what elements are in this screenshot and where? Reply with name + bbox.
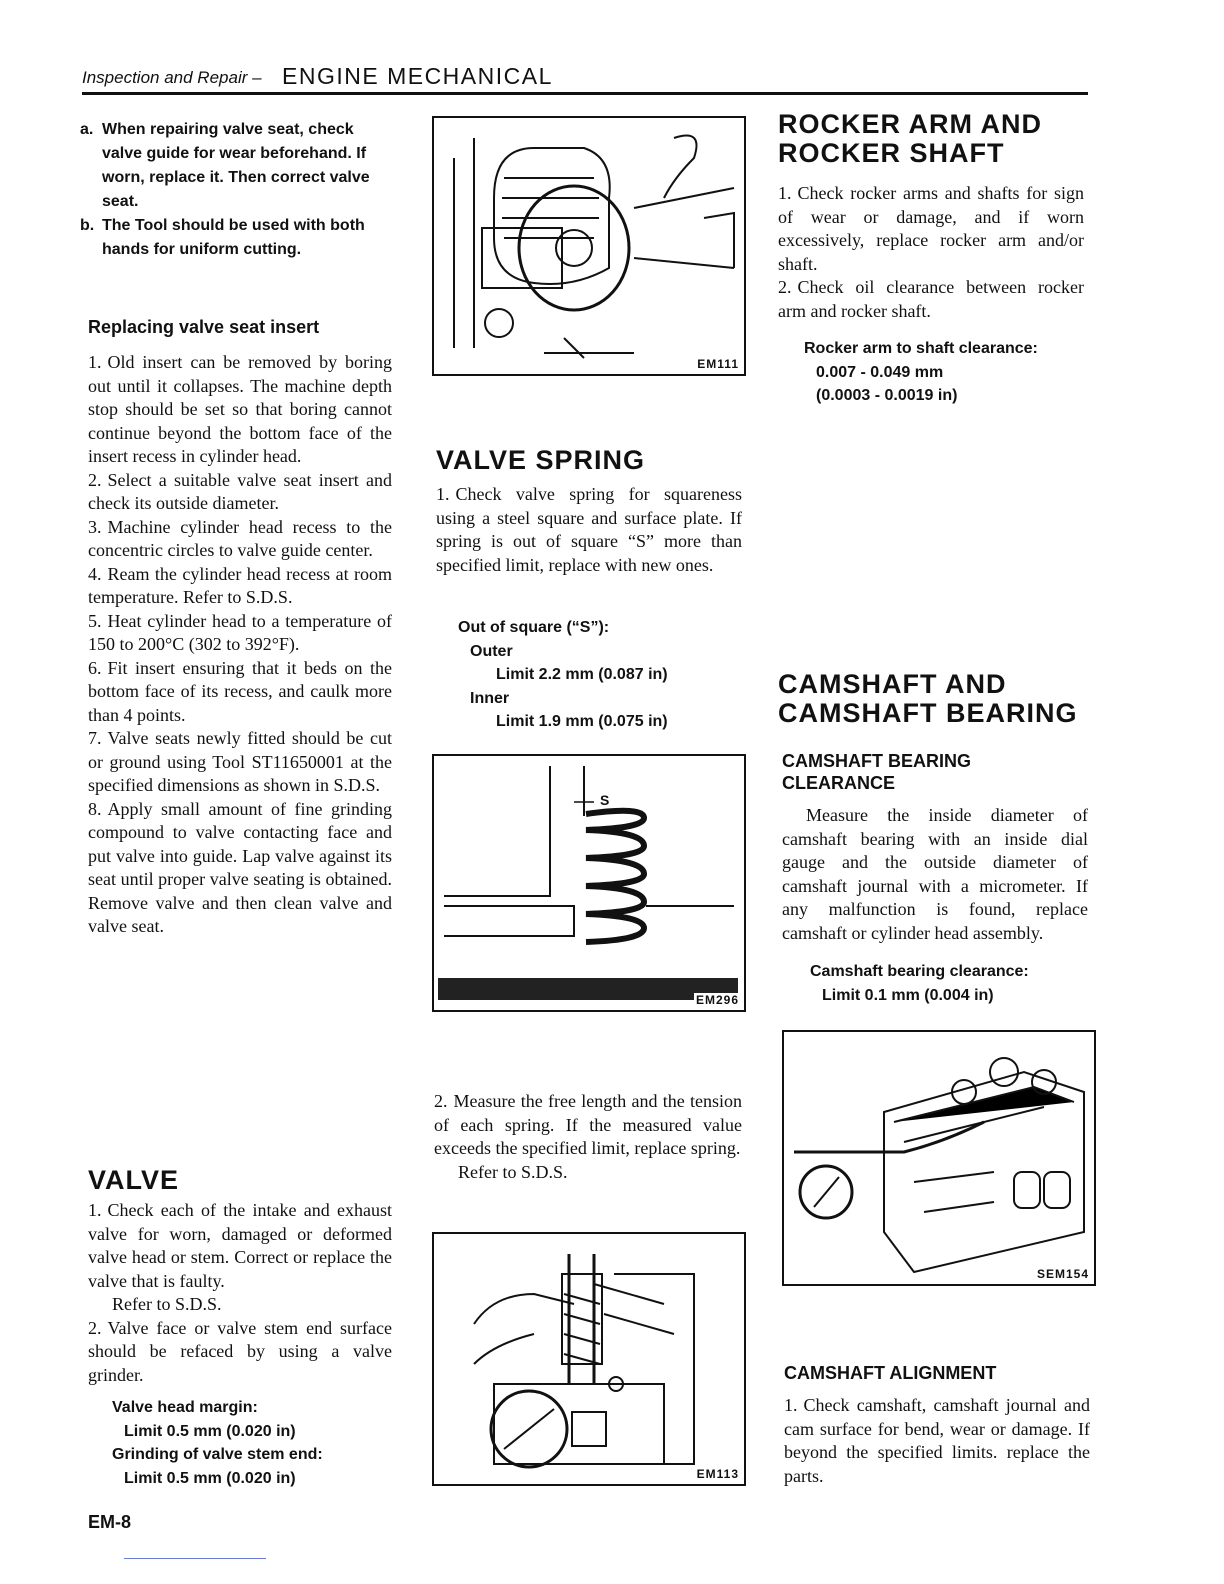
rocker-spec <box>804 337 1088 408</box>
footer-rule <box>124 1558 266 1559</box>
spec-label: Out of square (“S”): <box>458 619 610 636</box>
insert-step: 1. Old insert can be removed by boring out until it collapses. The machine depth stop should be set so that boring cannot continue beyond the bottom face of the insert recess in cylinder head. <box>88 352 392 466</box>
spring-tester-illustration <box>434 1234 744 1484</box>
insert-step: 7. Valve seats newly fitted should be cut or ground using Tool ST11650001 at the specified dimensions as shown in S.D.S. <box>88 728 392 795</box>
figure-code: EM111 <box>697 357 739 371</box>
rocker-step: 2. Check oil clearance between rocker arm and rocker shaft. <box>778 277 1084 321</box>
note-a <box>80 118 392 214</box>
figure-valve-seat-cutter <box>432 116 746 376</box>
figure-code: EM113 <box>696 1467 739 1481</box>
valve-steps <box>88 1199 392 1387</box>
rocker-heading: ROCKER ARM AND ROCKER SHAFT <box>778 109 1042 168</box>
spec-label: Outer <box>470 642 513 660</box>
valve-spring-heading: VALVE SPRING <box>436 445 646 475</box>
insert-step: 4. Ream the cylinder head recess at room temperature. Refer to S.D.S. <box>88 563 392 607</box>
insert-heading: Replacing valve seat insert <box>88 317 320 337</box>
note-text: The Tool should be used with both hands for uniform cutting. <box>102 217 365 258</box>
spec-label: Grinding of valve stem end: <box>112 1446 323 1463</box>
bearing-spec <box>810 960 1088 1007</box>
note-b <box>80 214 392 262</box>
spring-spec <box>458 616 742 734</box>
page-header <box>82 60 1088 95</box>
spring-step-2: 2. Measure the free length and the tension of each spring. If the measured value exceeds the specified limit, replace spring. Refer to S.D.S. <box>434 1090 742 1184</box>
alignment-step-1: 1. Check camshaft, camshaft journal and cam surface for bend, wear or damage. If beyond the specified limits. replace the parts. <box>784 1395 1090 1486</box>
spec-label: Rocker arm to shaft clearance: <box>804 340 1038 357</box>
rocker-step: 1. Check rocker arms and shafts for sign of wear or damage, and if worn excessively, replace rocker arm and/or shaft. <box>778 183 1084 274</box>
header-title: ENGINE MECHANICAL <box>282 63 553 89</box>
header-section: Inspection and Repair – <box>82 68 262 87</box>
bearing-clearance-heading: CAMSHAFT BEARING CLEARANCE <box>782 751 971 793</box>
figure-code: SEM154 <box>1036 1267 1089 1281</box>
rocker-steps <box>778 182 1084 323</box>
spec-value: Limit 0.5 mm (0.020 in) <box>124 1469 296 1487</box>
valve-spec <box>112 1396 392 1490</box>
note-label: a. <box>80 121 94 138</box>
note-text: When repairing valve seat, check valve guide for wear beforehand. If worn, replace it. Then correct valve seat. <box>102 121 370 210</box>
figure-code: EM296 <box>695 993 739 1007</box>
note-label: b. <box>80 217 95 234</box>
bearing-text: Measure the inside diameter of camshaft bearing with an inside dial gauge and the outside diameter of camshaft journal with a micrometer. If any malfunction is found, replace camshaft or cylinder head assembly. <box>782 805 1088 943</box>
spec-label: Camshaft bearing clearance: <box>810 963 1029 980</box>
insert-step: 6. Fit insert ensuring that it beds on the bottom face of its recess, and caulk more than 4 points. <box>88 657 392 725</box>
spec-value: Limit 2.2 mm (0.087 in) <box>496 666 668 683</box>
valve-step: 2. Valve face or valve stem end surface should be refaced by using a valve grinder. <box>88 1317 392 1385</box>
cutting-notes <box>80 118 392 262</box>
camshaft-bearing-illustration <box>784 1032 1094 1284</box>
camshaft-alignment-heading: CAMSHAFT ALIGNMENT <box>784 1363 997 1383</box>
spec-value: 0.007 - 0.049 mm <box>816 363 944 381</box>
insert-step: 2. Select a suitable valve seat insert and check its outside diameter. <box>88 469 392 513</box>
figure-spring-squareness <box>432 754 746 1012</box>
spec-label: Valve head margin: <box>112 1399 258 1416</box>
figure-camshaft-bearing <box>782 1030 1096 1286</box>
spring-squareness-illustration <box>434 756 744 1010</box>
valve-refer: Refer to S.D.S. <box>112 1294 222 1314</box>
spring-refer: Refer to S.D.S. <box>458 1161 568 1182</box>
spec-value: Limit 0.5 mm (0.020 in) <box>124 1422 296 1440</box>
insert-step: 3. Machine cylinder head recess to the concentric circles to valve guide center. <box>88 516 392 560</box>
spring-step-1: 1. Check valve spring for squareness using a steel square and surface plate. If spring is out of square “S” more than specified limit, replace with new ones. <box>436 484 742 575</box>
spec-value: (0.0003 - 0.0019 in) <box>816 387 958 404</box>
camshaft-heading: CAMSHAFT AND CAMSHAFT BEARING <box>778 669 1078 728</box>
valve-heading: VALVE <box>88 1165 180 1195</box>
insert-step: 5. Heat cylinder head to a temperature of 150 to 200°C (302 to 392°F). <box>88 610 392 654</box>
spec-label: Inner <box>470 689 510 707</box>
page-number: EM-8 <box>88 1512 132 1532</box>
figure-spring-tester <box>432 1232 746 1486</box>
insert-steps <box>88 351 392 939</box>
valve-seat-cutter-illustration <box>434 118 744 374</box>
spec-value: Limit 1.9 mm (0.075 in) <box>496 713 668 730</box>
valve-step: 1. Check each of the intake and exhaust valve for worn, damaged or deformed valve head or stem. Correct or replace the valve that is faulty. <box>88 1200 392 1291</box>
squareness-label: S <box>600 792 610 808</box>
spec-value: Limit 0.1 mm (0.004 in) <box>822 986 994 1004</box>
insert-step: 8. Apply small amount of fine grinding compound to valve contacting face and put valve into guide. Lap valve against its seat until proper valve seating is obtained. Remove valve and then clean valve and valve seat. <box>88 798 392 936</box>
